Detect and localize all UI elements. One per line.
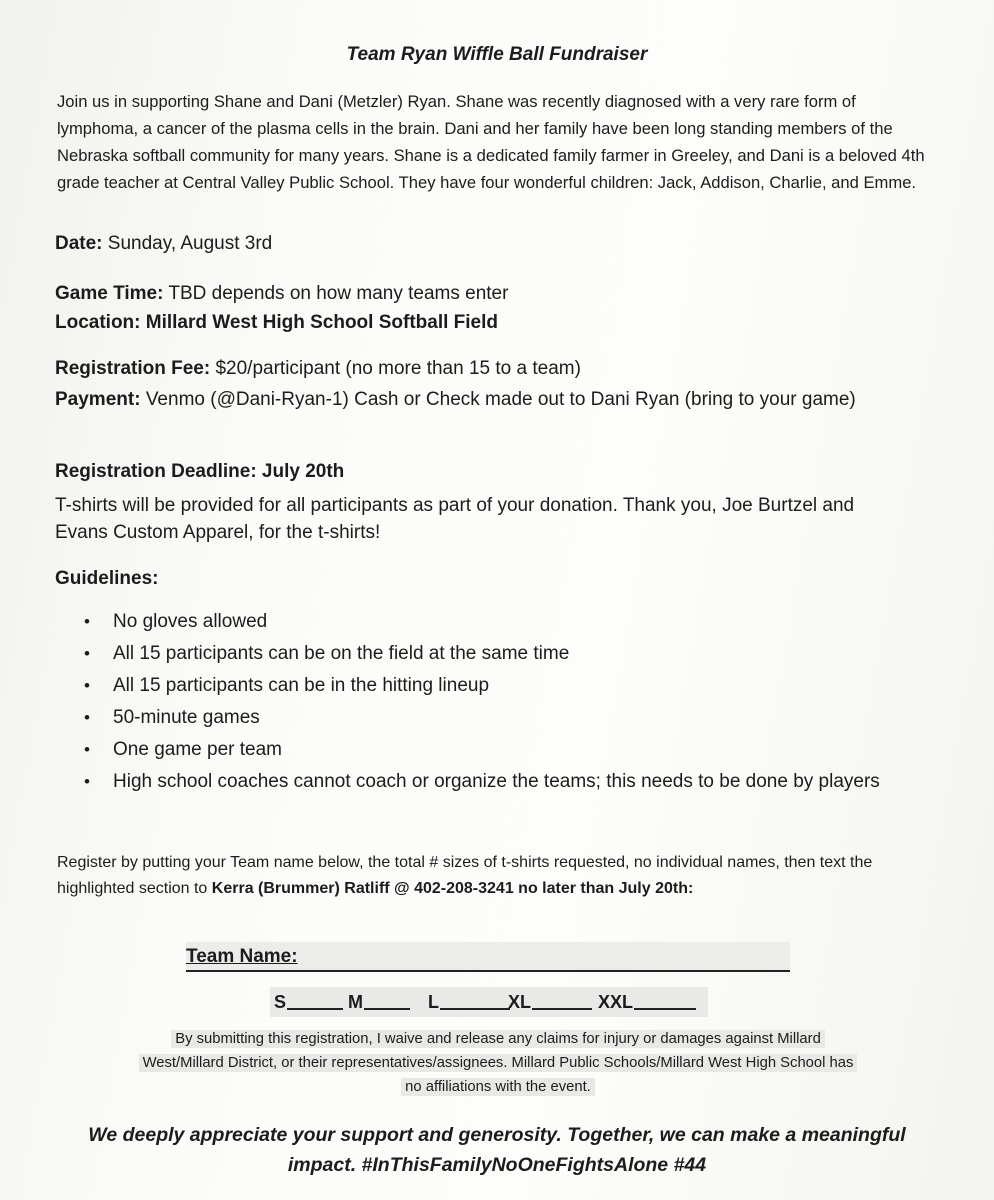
bullet-icon: •	[84, 708, 90, 727]
game-time-value: TBD depends on how many teams enter	[168, 283, 509, 304]
register-text: Register by putting your Team name below, the total # sizes of t-shirts requested, no individual names, then text the highlighted section to	[57, 854, 873, 897]
fee-line	[55, 355, 935, 382]
size-blank	[440, 988, 510, 1010]
guideline-text: All 15 participants can be in the hitting lineup	[113, 675, 490, 696]
payment-label: Payment:	[55, 389, 141, 410]
size-m-field[interactable]	[348, 987, 410, 1017]
game-time-line	[55, 280, 935, 307]
team-name-field[interactable]	[186, 942, 790, 972]
date-value: Sunday, August 3rd	[107, 233, 273, 254]
bullet-icon: •	[84, 772, 90, 791]
payment-line	[55, 386, 905, 413]
date-line	[55, 230, 935, 257]
size-label: XL	[508, 992, 532, 1012]
list-item	[84, 640, 944, 667]
list-item	[84, 608, 944, 635]
deadline-label: Registration Deadline: July 20th	[55, 461, 345, 482]
fee-label: Registration Fee:	[55, 358, 211, 379]
guidelines-heading: Guidelines:	[55, 568, 159, 589]
guideline-text: No gloves allowed	[113, 611, 268, 632]
size-s-field[interactable]	[274, 987, 343, 1017]
guideline-text: All 15 participants can be on the field at the same time	[113, 643, 570, 664]
size-blank	[634, 988, 696, 1010]
bullet-icon: •	[84, 676, 90, 695]
closing-text: We deeply appreciate your support and generosity. Together, we can make a meaningful impact. #InThisFamilyNoOneFightsAlone #44	[88, 1124, 906, 1176]
guideline-text: High school coaches cannot coach or organize the teams; this needs to be done by players	[113, 771, 880, 792]
flyer-title: Team Ryan Wiffle Ball Fundraiser	[346, 44, 648, 65]
bullet-icon: •	[84, 612, 90, 631]
guideline-text: One game per team	[113, 739, 282, 760]
team-name-label: Team Name:	[186, 946, 298, 967]
size-label: L	[428, 992, 439, 1012]
size-l-field[interactable]	[428, 987, 510, 1017]
size-label: XXL	[598, 992, 634, 1012]
location-label: Location: Millard West High School Softball Field	[55, 312, 498, 333]
list-item	[84, 704, 944, 731]
size-label: S	[274, 992, 287, 1012]
location-line	[55, 309, 935, 336]
waiver-line: By submitting this registration, I waive and release any claims for injury or damages against Millard	[171, 1030, 825, 1048]
closing-message	[0, 1120, 994, 1180]
size-blank	[532, 988, 592, 1010]
size-xl-field[interactable]	[508, 987, 592, 1017]
game-time-label: Game Time:	[55, 283, 164, 304]
guidelines-list	[84, 608, 944, 800]
waiver-line: no affiliations with the event.	[401, 1078, 595, 1096]
payment-value: Venmo (@Dani-Ryan-1) Cash or Check made out to Dani Ryan (bring to your game)	[145, 389, 856, 410]
size-label: M	[348, 992, 363, 1012]
list-item	[84, 768, 923, 795]
guideline-text: 50-minute games	[113, 707, 260, 728]
tshirts-paragraph: T-shirts will be provided for all participants as part of your donation. Thank you, Joe Burtzel and Evans Custom Apparel, for the t-shirts!	[55, 495, 855, 543]
list-item	[84, 736, 944, 763]
list-item	[84, 672, 944, 699]
register-contact: Kerra (Brummer) Ratliff @ 402-208-3241 no later than July 20th:	[211, 880, 694, 897]
bullet-icon: •	[84, 644, 90, 663]
register-instructions	[57, 850, 937, 902]
bullet-icon: •	[84, 740, 90, 759]
waiver-text	[58, 1027, 938, 1099]
date-label: Date:	[55, 233, 103, 254]
size-blank	[364, 988, 410, 1010]
waiver-line: West/Millard District, or their representatives/assignees. Millard Public Schools/Millard West High School has	[139, 1054, 858, 1072]
intro-paragraph: Join us in supporting Shane and Dani (Metzler) Ryan. Shane was recently diagnosed with a very rare form of lymphoma, a cancer of the plasma cells in the brain. Dani and her family have been long standing members of the Nebraska softball community for many years. Shane is a dedicated family farmer in Greeley, and Dani is a beloved 4th grade teacher at Central Valley Public School. They have four wonderful children: Jack, Addison, Charlie, and Emme.	[57, 92, 925, 192]
size-blank	[287, 988, 343, 1010]
fee-value: $20/participant (no more than 15 to a team)	[215, 358, 581, 379]
size-xxl-field[interactable]	[598, 987, 696, 1017]
deadline-line	[55, 458, 935, 485]
tshirt-sizes-row	[270, 987, 708, 1017]
